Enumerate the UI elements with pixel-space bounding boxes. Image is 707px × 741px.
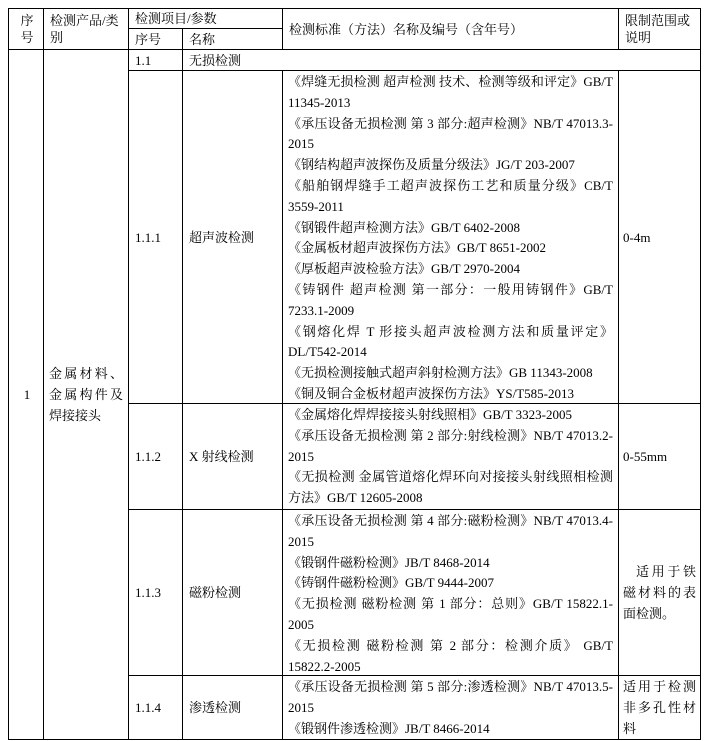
category-serial-cell: 1.1 [129, 50, 183, 71]
inspection-capability-table [8, 8, 701, 740]
header-row-1 [9, 9, 701, 29]
row-standards-cell [283, 510, 619, 676]
standard-line: 《无损检测接触式超声斜射检测方法》GB 11343-2008 [288, 365, 593, 381]
row-name-cell: X 射线检测 [183, 404, 283, 510]
standard-line: 《无损检测 磁粉检测 第 1 部分：总则》GB/T 15822.1-2005 [288, 596, 613, 632]
category-row [9, 50, 701, 71]
standard-line: 《焊缝无损检测 超声检测 技术、检测等级和评定》GB/T 11345-2013 [288, 74, 613, 110]
header-item-group: 检测项目/参数 [129, 9, 283, 29]
row-limit-cell: 0-4m [619, 71, 701, 404]
row-limit-cell: 0-55mm [619, 404, 701, 510]
standard-line: 《铸钢件磁粉检测》GB/T 9444-2007 [288, 575, 494, 591]
standards-list [288, 511, 613, 674]
row-serial-cell: 1.1.4 [129, 676, 183, 740]
standard-line: 《铸钢件 超声检测 第一部分：一般用铸钢件》GB/T 7233.1-2009 [288, 281, 613, 318]
standard-line: 《承压设备无损检测 第 3 部分:超声检测》NB/T 47013.3-2015 [288, 115, 613, 152]
header-item-name: 名称 [183, 29, 283, 50]
standard-line: 《承压设备无损检测 第 5 部分:渗透检测》NB/T 47013.5-2015 [288, 679, 613, 715]
standard-line: 《金属板材超声波探伤方法》GB/T 8651-2002 [288, 240, 546, 256]
standard-line: 《金属熔化焊焊接接头射线照相》GB/T 3323-2005 [288, 407, 572, 422]
category-name-cell: 无损检测 [183, 50, 701, 71]
header-product-category: 检测产品/类别 [44, 9, 129, 50]
standard-line: 《钢熔化焊 T 形接头超声波检测方法和质量评定》DL/T542-2014 [288, 323, 613, 360]
header-standard: 检测标准（方法）名称及编号（含年号） [283, 9, 619, 50]
row-standards-cell [283, 71, 619, 404]
standards-list [288, 405, 613, 509]
row-standards-cell [283, 676, 619, 740]
row-serial-cell: 1.1.3 [129, 510, 183, 676]
header-serial: 序号 [9, 9, 44, 50]
row-standards-cell [283, 404, 619, 510]
header-limit: 限制范围或说明 [619, 9, 701, 50]
standard-line: 《承压设备无损检测 第 2 部分:射线检测》NB/T 47013.2-2015 [288, 427, 613, 464]
standards-list [288, 677, 613, 735]
standard-line: 《钢结构超声波探伤及质量分级法》JG/T 203-2007 [288, 157, 575, 173]
standard-line: 《船舶钢焊缝手工超声波探伤工艺和质量分级》CB/T 3559-2011 [288, 177, 613, 214]
standards-list [288, 72, 613, 402]
standard-line: 《无损检测 磁粉检测 第 2 部分：检测介质》 GB/T 15822.2-2005 [288, 637, 613, 674]
standard-line: 《无损检测 金属管道熔化焊环向对接接头射线照相检测方法》GB/T 12605-2008 [288, 469, 613, 506]
row-name-cell: 磁粉检测 [183, 510, 283, 676]
row-name-cell: 超声波检测 [183, 71, 283, 404]
standard-line: 《铜及铜合金板材超声波探伤方法》YS/T585-2013 [288, 385, 575, 401]
group-product-cell: 金属材料、金属构件及焊接接头 [44, 50, 129, 740]
row-serial-cell: 1.1.1 [129, 71, 183, 404]
row-name-cell: 渗透检测 [183, 676, 283, 740]
standard-line: 《承压设备无损检测 第 4 部分:磁粉检测》NB/T 47013.4-2015 [288, 513, 613, 549]
row-serial-cell: 1.1.2 [129, 404, 183, 510]
group-serial-cell: 1 [9, 50, 44, 740]
standard-line: 《钢锻件超声检测方法》GB/T 6402-2008 [288, 219, 520, 235]
standard-line: 《厚板超声波检验方法》GB/T 2970-2004 [288, 261, 520, 277]
row-limit-cell: 适用于铁磁材料的表面检测。 [619, 510, 701, 676]
standard-line: 《锻钢件磁粉检测》JB/T 8468-2014 [288, 554, 490, 570]
header-item-serial: 序号 [129, 29, 183, 50]
standard-line: 《锻钢件渗透检测》JB/T 8466-2014 [288, 720, 490, 735]
row-limit-cell: 适用于检测非多孔性材料 [619, 676, 701, 740]
